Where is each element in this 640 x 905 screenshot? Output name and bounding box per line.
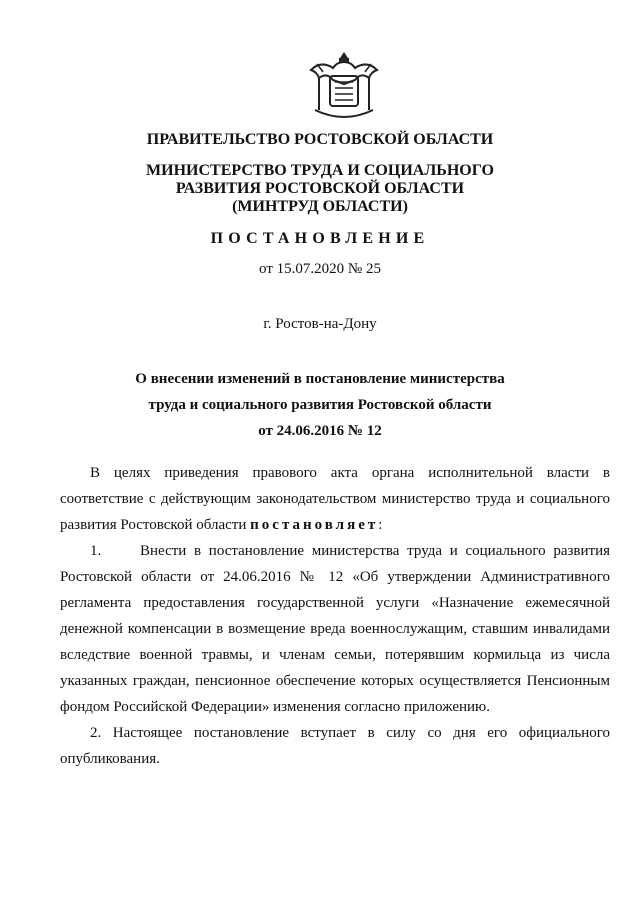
item-1-paragraph	[60, 538, 610, 720]
intro-text: В целях приведения правового акта органа исполнительной власти в соответствие с действующим законодательством министерство труда и социального развития Ростовской области	[60, 465, 610, 533]
subject-line-3: от 24.06.2016 № 12	[258, 423, 382, 439]
document-subject	[60, 366, 580, 444]
ministry-title	[60, 162, 580, 216]
ministry-line-2: РАЗВИТИЯ РОСТОВСКОЙ ОБЛАСТИ	[175, 180, 465, 197]
ministry-line-3: (МИНТРУД ОБЛАСТИ)	[232, 198, 408, 215]
ministry-line-1: МИНИСТЕРСТВО ТРУДА И СОЦИАЛЬНОГО	[146, 162, 494, 179]
item-1-text: Внести в постановление министерства труда и социального развития Ростовской области от 24.06.2016 № 12 «Об утверждении Административного регламента предоставления государственной услуги «Назначение ежемесячной денежной компенсации в возмещение вреда военнослужащим, ставшим инвалидами вследствие военной травмы, и членам семьи, потерявшим кормильца из числа указанных граждан, пенсионное обеспечение которых осуществляется Пенсионным фондом Российской Федерации» изменения согласно приложению.	[60, 543, 610, 715]
subject-line-1: О внесении изменений в постановление министерства	[135, 371, 505, 387]
intro-paragraph	[60, 460, 610, 538]
item-1-number: 1.	[90, 543, 102, 559]
subject-line-2: труда и социального развития Ростовской области	[148, 397, 492, 413]
intro-keyword: постановляет	[250, 517, 379, 533]
item-2-paragraph: 2. Настоящее постановление вступает в силу со дня его официального опубликования.	[60, 725, 610, 767]
coat-of-arms-icon	[303, 50, 385, 122]
document-body	[60, 460, 610, 772]
document-date-number: от 15.07.2020 № 25	[259, 261, 381, 277]
intro-end: :	[378, 517, 383, 533]
government-title: ПРАВИТЕЛЬСТВО РОСТОВСКОЙ ОБЛАСТИ	[146, 131, 494, 148]
document-city: г. Ростов-на-Дону	[263, 316, 377, 332]
document-type: ПОСТАНОВЛЕНИЕ	[210, 230, 430, 247]
